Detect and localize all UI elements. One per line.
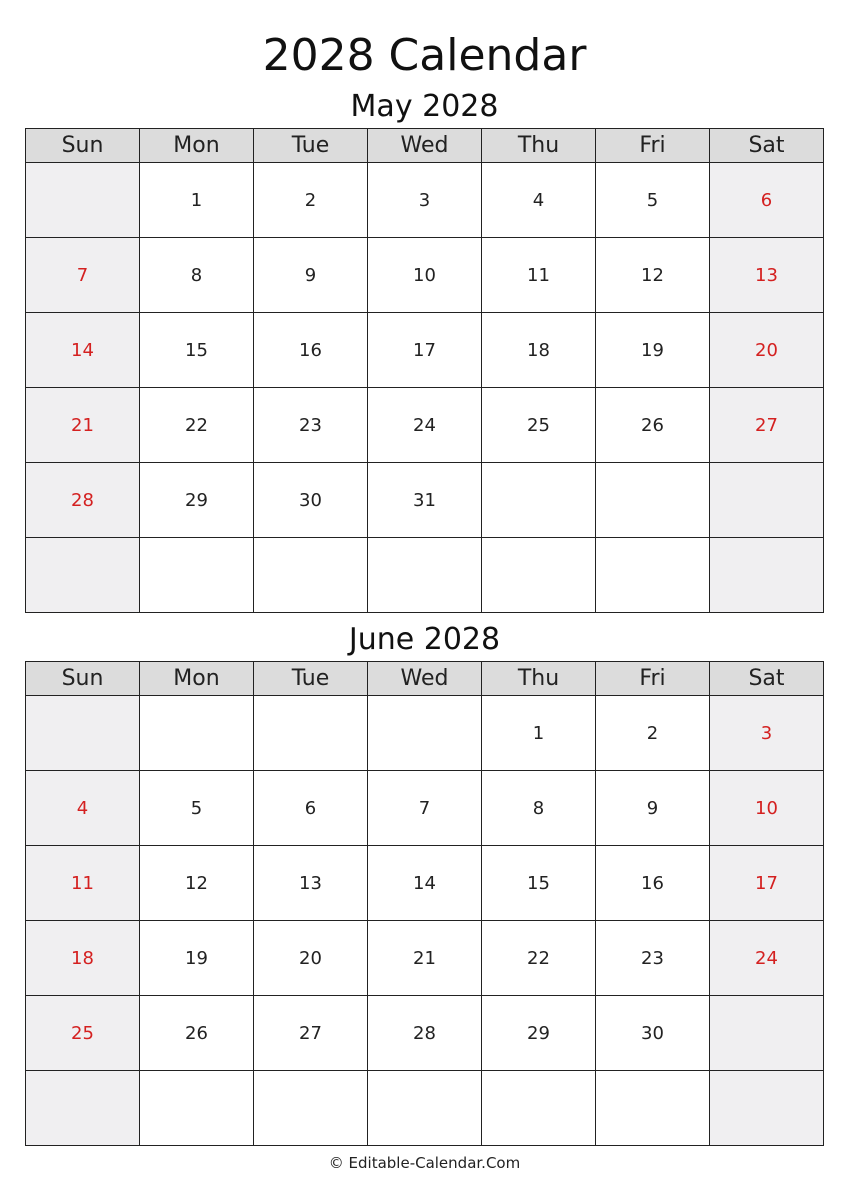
day-cell	[710, 463, 824, 538]
day-cell: 31	[368, 463, 482, 538]
day-cell: 10	[710, 771, 824, 846]
week-row	[26, 238, 824, 313]
week-row	[26, 696, 824, 771]
day-cell: 8	[482, 771, 596, 846]
day-cell: 29	[140, 463, 254, 538]
day-cell: 21	[368, 921, 482, 996]
calendar-grid	[25, 661, 824, 1146]
page-title: 2028 Calendar	[262, 30, 587, 81]
day-cell: 9	[254, 238, 368, 313]
day-cell: 23	[596, 921, 710, 996]
weekday-mon: Mon	[140, 662, 254, 696]
day-cell: 5	[596, 163, 710, 238]
day-cell: 18	[26, 921, 140, 996]
day-cell: 25	[482, 388, 596, 463]
day-cell: 15	[482, 846, 596, 921]
day-cell: 21	[26, 388, 140, 463]
day-cell: 22	[482, 921, 596, 996]
day-cell: 3	[710, 696, 824, 771]
month-title: May 2028	[350, 89, 499, 124]
day-cell	[254, 696, 368, 771]
weekday-sun: Sun	[26, 662, 140, 696]
calendar-grid	[25, 128, 824, 613]
week-row	[26, 463, 824, 538]
week-row	[26, 388, 824, 463]
day-cell	[26, 1071, 140, 1146]
day-cell: 13	[254, 846, 368, 921]
week-row	[26, 313, 824, 388]
day-cell	[26, 163, 140, 238]
day-cell	[140, 1071, 254, 1146]
weekday-thu: Thu	[482, 662, 596, 696]
day-cell: 16	[254, 313, 368, 388]
weekday-thu: Thu	[482, 129, 596, 163]
weekday-fri: Fri	[596, 129, 710, 163]
day-cell: 7	[26, 238, 140, 313]
week-row	[26, 538, 824, 613]
day-cell: 4	[482, 163, 596, 238]
day-cell: 17	[368, 313, 482, 388]
day-cell: 28	[26, 463, 140, 538]
day-cell: 26	[140, 996, 254, 1071]
day-cell	[26, 696, 140, 771]
weekday-tue: Tue	[254, 662, 368, 696]
day-cell: 2	[596, 696, 710, 771]
weekday-wed: Wed	[368, 662, 482, 696]
month-may	[25, 86, 824, 613]
weekday-sun: Sun	[26, 129, 140, 163]
day-cell: 1	[140, 163, 254, 238]
day-cell: 12	[140, 846, 254, 921]
day-cell: 14	[26, 313, 140, 388]
weekday-header-row	[26, 662, 824, 696]
day-cell: 10	[368, 238, 482, 313]
day-cell	[482, 538, 596, 613]
day-cell: 25	[26, 996, 140, 1071]
day-cell: 3	[368, 163, 482, 238]
weekday-fri: Fri	[596, 662, 710, 696]
day-cell: 30	[254, 463, 368, 538]
day-cell: 11	[482, 238, 596, 313]
day-cell: 14	[368, 846, 482, 921]
day-cell	[140, 538, 254, 613]
day-cell: 16	[596, 846, 710, 921]
day-cell: 27	[710, 388, 824, 463]
day-cell	[254, 538, 368, 613]
day-cell: 19	[140, 921, 254, 996]
day-cell	[710, 1071, 824, 1146]
day-cell: 13	[710, 238, 824, 313]
weekday-tue: Tue	[254, 129, 368, 163]
week-row	[26, 996, 824, 1071]
day-cell: 26	[596, 388, 710, 463]
day-cell	[482, 1071, 596, 1146]
weekday-mon: Mon	[140, 129, 254, 163]
day-cell: 24	[368, 388, 482, 463]
day-cell	[368, 696, 482, 771]
day-cell: 4	[26, 771, 140, 846]
day-cell	[368, 538, 482, 613]
day-cell: 20	[710, 313, 824, 388]
day-cell	[140, 696, 254, 771]
day-cell: 15	[140, 313, 254, 388]
day-cell: 19	[596, 313, 710, 388]
day-cell: 5	[140, 771, 254, 846]
day-cell: 6	[710, 163, 824, 238]
day-cell	[482, 463, 596, 538]
day-cell	[254, 1071, 368, 1146]
day-cell: 20	[254, 921, 368, 996]
month-june	[25, 619, 824, 1146]
day-cell: 23	[254, 388, 368, 463]
day-cell: 12	[596, 238, 710, 313]
day-cell: 17	[710, 846, 824, 921]
day-cell: 24	[710, 921, 824, 996]
weekday-header-row	[26, 129, 824, 163]
day-cell: 27	[254, 996, 368, 1071]
day-cell	[596, 463, 710, 538]
day-cell: 18	[482, 313, 596, 388]
day-cell: 6	[254, 771, 368, 846]
day-cell	[596, 538, 710, 613]
day-cell: 9	[596, 771, 710, 846]
day-cell: 7	[368, 771, 482, 846]
weekday-sat: Sat	[710, 129, 824, 163]
week-row	[26, 921, 824, 996]
day-cell: 8	[140, 238, 254, 313]
weekday-sat: Sat	[710, 662, 824, 696]
day-cell: 1	[482, 696, 596, 771]
day-cell: 28	[368, 996, 482, 1071]
week-row	[26, 846, 824, 921]
day-cell: 30	[596, 996, 710, 1071]
day-cell: 29	[482, 996, 596, 1071]
day-cell	[710, 538, 824, 613]
week-row	[26, 163, 824, 238]
month-title: June 2028	[348, 622, 501, 657]
week-row	[26, 771, 824, 846]
day-cell	[26, 538, 140, 613]
day-cell: 22	[140, 388, 254, 463]
day-cell: 11	[26, 846, 140, 921]
week-row	[26, 1071, 824, 1146]
day-cell	[368, 1071, 482, 1146]
day-cell: 2	[254, 163, 368, 238]
day-cell	[710, 996, 824, 1071]
footer-credit: © Editable-Calendar.Com	[328, 1154, 521, 1172]
day-cell	[596, 1071, 710, 1146]
weekday-wed: Wed	[368, 129, 482, 163]
